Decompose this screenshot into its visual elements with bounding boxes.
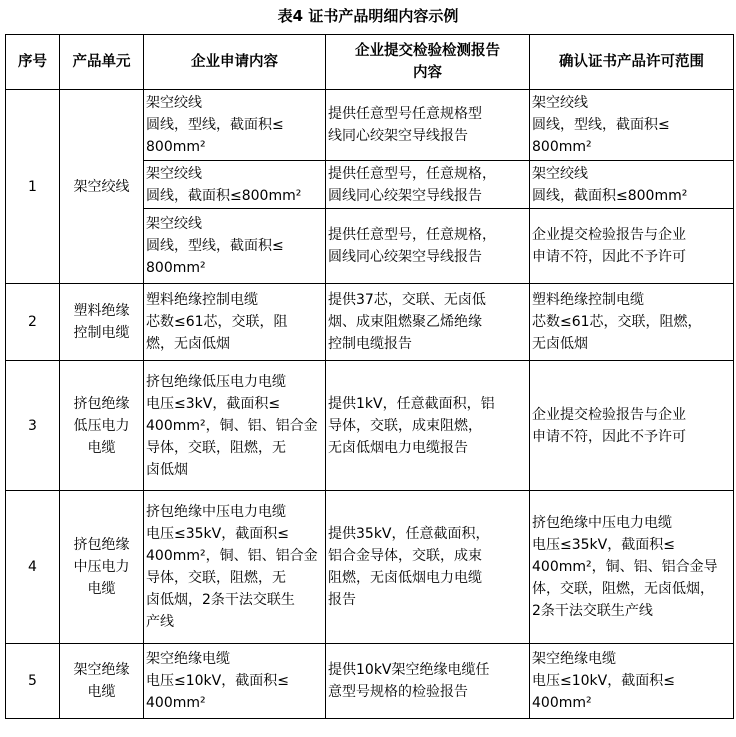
report-content: 提供35kV，任意截面积， 铝合金导体，交联，成束 阻燃，无卤低烟电力电缆 报告 <box>326 491 530 644</box>
report-content: 提供10kV架空绝缘电缆任 意型号规格的检验报告 <box>326 644 530 719</box>
license-scope: 架空绝缘电缆 电压≤10kV，截面积≤ 400mm² <box>530 644 734 719</box>
table-row <box>6 284 734 361</box>
row-number: 1 <box>6 90 60 284</box>
license-scope: 塑料绝缘控制电缆 芯数≤61芯，交联，阻燃， 无卤低烟 <box>530 284 734 361</box>
report-content: 提供37芯，交联、无卤低 烟、成束阻燃聚乙烯绝缘 控制电缆报告 <box>326 284 530 361</box>
product-unit: 塑料绝缘 控制电缆 <box>60 284 144 361</box>
table-row <box>6 361 734 491</box>
license-scope: 架空绞线 圆线，截面积≤800mm² <box>530 161 734 209</box>
apply-content: 架空绝缘电缆 电压≤10kV，截面积≤ 400mm² <box>144 644 326 719</box>
report-content: 提供任意型号任意规格型 线同心绞架空导线报告 <box>326 90 530 161</box>
apply-content: 挤包绝缘低压电力电缆 电压≤3kV，截面积≤ 400mm²，铜、铝、铝合金 导体，交联，阻燃，无 卤低烟 <box>144 361 326 491</box>
license-scope: 企业提交检验报告与企业 申请不符，因此不予许可 <box>530 209 734 284</box>
table-row <box>6 491 734 644</box>
license-scope: 企业提交检验报告与企业 申请不符，因此不予许可 <box>530 361 734 491</box>
table-row <box>6 644 734 719</box>
row-number: 2 <box>6 284 60 361</box>
apply-content: 架空绞线 圆线，型线，截面积≤ 800mm² <box>144 90 326 161</box>
row-number: 5 <box>6 644 60 719</box>
table-row <box>6 90 734 161</box>
report-content: 提供任意型号，任意规格， 圆线同心绞架空导线报告 <box>326 161 530 209</box>
license-scope: 架空绞线 圆线，型线，截面积≤ 800mm² <box>530 90 734 161</box>
apply-content: 架空绞线 圆线，型线，截面积≤ 800mm² <box>144 209 326 284</box>
product-detail-table <box>5 34 734 719</box>
product-unit: 挤包绝缘 低压电力 电缆 <box>60 361 144 491</box>
apply-content: 挤包绝缘中压电力电缆 电压≤35kV，截面积≤ 400mm²，铜、铝、铝合金 导体，交联，阻燃，无 卤低烟，2条干法交联生 产线 <box>144 491 326 644</box>
header-unit: 产品单元 <box>60 35 144 90</box>
row-number: 3 <box>6 361 60 491</box>
product-unit: 挤包绝缘 中压电力 电缆 <box>60 491 144 644</box>
header-no: 序号 <box>6 35 60 90</box>
header-apply: 企业申请内容 <box>144 35 326 90</box>
header-report: 企业提交检验检测报告 内容 <box>326 35 530 90</box>
header-scope: 确认证书产品许可范围 <box>530 35 734 90</box>
license-scope: 挤包绝缘中压电力电缆 电压≤35kV，截面积≤ 400mm²，铜、铝、铝合金导 体，交联，阻燃，无卤低烟， 2条干法交联生产线 <box>530 491 734 644</box>
row-number: 4 <box>6 491 60 644</box>
product-unit: 架空绞线 <box>60 90 144 284</box>
report-content: 提供任意型号，任意规格， 圆线同心绞架空导线报告 <box>326 209 530 284</box>
table-title: 表4 证书产品明细内容示例 <box>277 7 459 25</box>
report-content: 提供1kV，任意截面积，铝 导体，交联，成束阻燃， 无卤低烟电力电缆报告 <box>326 361 530 491</box>
header-row <box>6 35 734 90</box>
apply-content: 架空绞线 圆线，截面积≤800mm² <box>144 161 326 209</box>
product-unit: 架空绝缘 电缆 <box>60 644 144 719</box>
apply-content: 塑料绝缘控制电缆 芯数≤61芯，交联，阻 燃，无卤低烟 <box>144 284 326 361</box>
